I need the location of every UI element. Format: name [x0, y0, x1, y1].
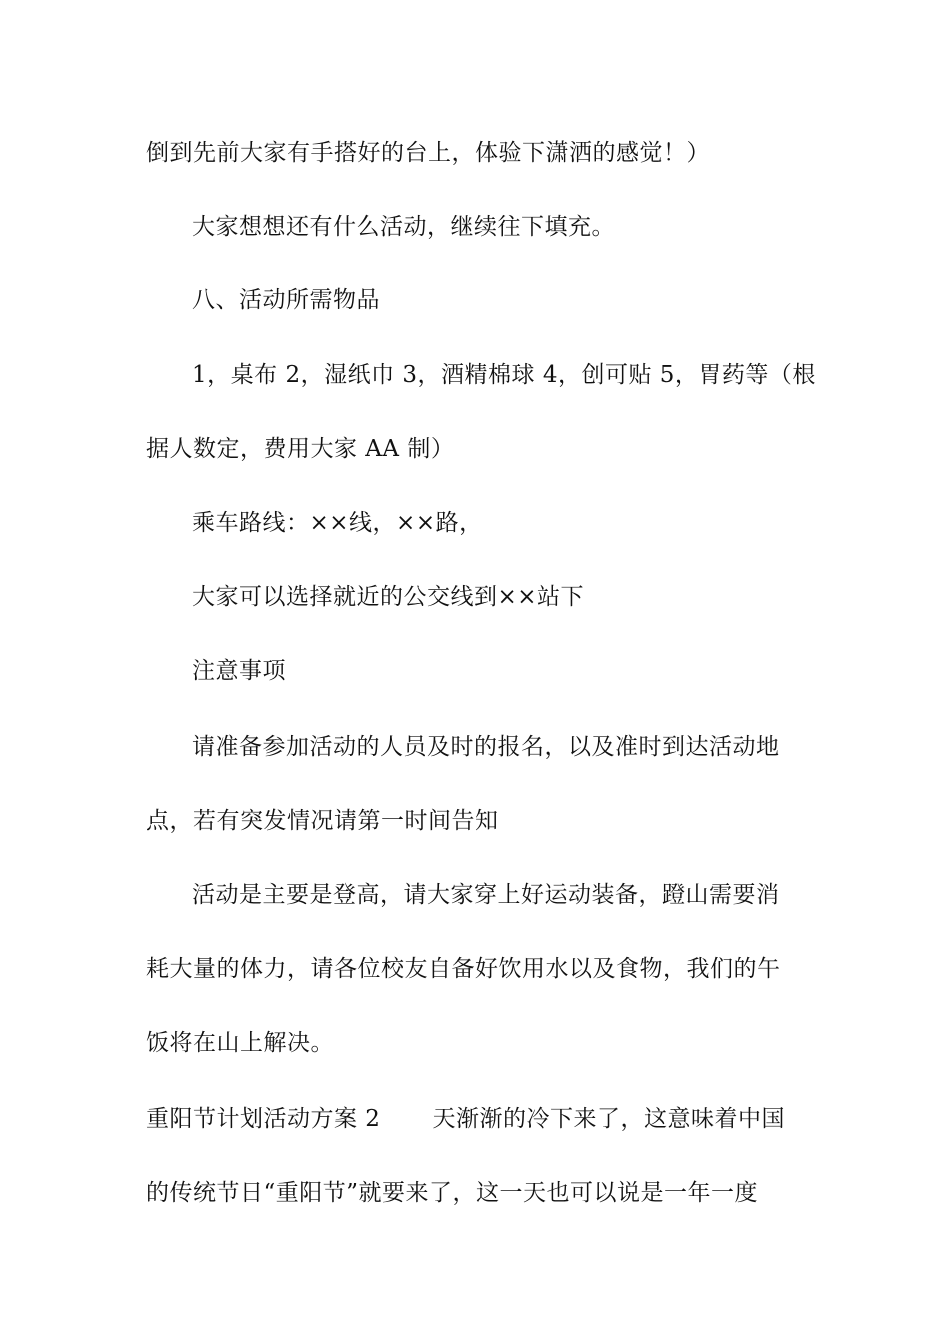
- text-line: 据人数定，费用大家 AA 制）: [146, 436, 455, 462]
- section-title: 重阳节计划活动方案 2: [146, 1106, 381, 1132]
- text-line: 大家可以选择就近的公交线到××站下: [192, 584, 585, 610]
- text-line: 点，若有突发情况请第一时间告知: [146, 808, 499, 834]
- text-line: 乘车路线：××线，××路，: [192, 510, 483, 536]
- text-line: 大家想想还有什么活动，继续往下填充。: [192, 214, 615, 240]
- section-intro: 天渐渐的冷下来了，这意味着中国: [432, 1106, 785, 1132]
- text-line: 请准备参加活动的人员及时的报名，以及准时到达活动地: [192, 734, 780, 760]
- section-heading: 注意事项: [192, 658, 286, 684]
- text-line: 倒到先前大家有手搭好的台上，体验下潇洒的感觉！）: [146, 140, 710, 166]
- section-heading: 八、活动所需物品: [192, 287, 380, 313]
- text-line: 1，桌布 2，湿纸巾 3，酒精棉球 4，创可贴 5，胃药等（根: [192, 362, 816, 388]
- text-line: 耗大量的体力，请各位校友自备好饮用水以及食物，我们的午: [146, 956, 781, 982]
- text-line: 活动是主要是登高，请大家穿上好运动装备，蹬山需要消: [192, 882, 780, 908]
- text-line: 饭将在山上解决。: [146, 1030, 334, 1056]
- section-title-line: [146, 1104, 811, 1134]
- text-line: 的传统节日“重阳节”就要来了，这一天也可以说是一年一度: [146, 1180, 759, 1206]
